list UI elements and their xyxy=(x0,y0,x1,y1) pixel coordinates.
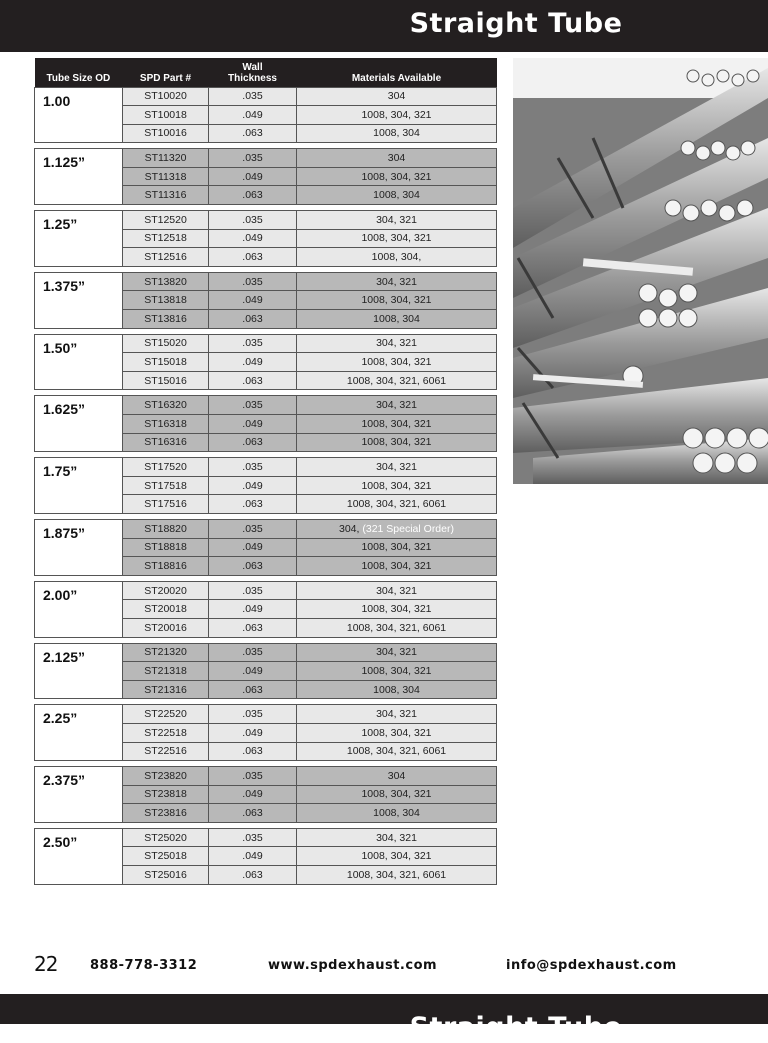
materials-cell xyxy=(297,680,497,699)
bottom-banner xyxy=(0,994,768,1043)
materials-text: 1008, 304 xyxy=(373,683,420,696)
tube-size-cell: 1.00 xyxy=(35,87,123,143)
table-row xyxy=(35,334,497,353)
materials-text: 304, 321 xyxy=(376,646,417,659)
wall-thickness-cell: .049 xyxy=(209,847,297,866)
tube-rack-photo xyxy=(513,58,768,484)
wall-thickness-cell: .035 xyxy=(209,643,297,662)
materials-text: 1008, 304, 321 xyxy=(361,850,432,863)
wall-thickness-cell: .049 xyxy=(209,785,297,804)
materials-cell xyxy=(297,804,497,823)
materials-cell xyxy=(297,334,497,353)
part-number-cell: ST15018 xyxy=(123,353,209,372)
table-row xyxy=(35,828,497,847)
wall-thickness-cell: .035 xyxy=(209,272,297,291)
part-number-cell: ST10020 xyxy=(123,87,209,106)
table-row xyxy=(35,705,497,724)
part-number-cell: ST11320 xyxy=(123,149,209,168)
wall-thickness-cell: .049 xyxy=(209,538,297,557)
wall-thickness-cell: .063 xyxy=(209,742,297,761)
size-group xyxy=(35,205,497,267)
materials-cell xyxy=(297,248,497,267)
part-number-cell: ST21316 xyxy=(123,680,209,699)
materials-cell xyxy=(297,415,497,434)
table-row xyxy=(35,149,497,168)
wall-thickness-cell: .035 xyxy=(209,211,297,230)
part-number-cell: ST12520 xyxy=(123,211,209,230)
col-header-materials: Materials Available xyxy=(297,58,497,87)
materials-text: 1008, 304, 321 xyxy=(361,417,432,430)
wall-thickness-cell: .035 xyxy=(209,828,297,847)
materials-cell xyxy=(297,600,497,619)
size-group xyxy=(35,637,497,699)
table-row xyxy=(35,581,497,600)
materials-cell xyxy=(297,149,497,168)
materials-text: 1008, 304, 321 xyxy=(361,664,432,677)
materials-cell xyxy=(297,643,497,662)
wall-thickness-cell: .035 xyxy=(209,767,297,786)
materials-text: 1008, 304, 321, 6061 xyxy=(346,374,447,387)
materials-text: 1008, 304, 321 xyxy=(361,788,432,801)
materials-cell xyxy=(297,310,497,329)
part-number-cell: ST23820 xyxy=(123,767,209,786)
materials-text: 304, 321 xyxy=(376,584,417,597)
part-number-cell: ST17518 xyxy=(123,476,209,495)
wall-thickness-cell: .035 xyxy=(209,87,297,106)
part-number-cell: ST23816 xyxy=(123,804,209,823)
tube-size-cell: 2.125” xyxy=(35,643,123,699)
materials-text: 304 xyxy=(387,90,406,103)
wall-thickness-cell: .049 xyxy=(209,415,297,434)
part-number-cell: ST16320 xyxy=(123,396,209,415)
table-header-row xyxy=(35,58,497,87)
wall-thickness-cell: .049 xyxy=(209,229,297,248)
tube-size-cell: 2.25” xyxy=(35,705,123,761)
size-group xyxy=(35,390,497,452)
part-number-cell: ST20020 xyxy=(123,581,209,600)
tube-size-cell: 2.00” xyxy=(35,581,123,637)
materials-text: 1008, 304, 321, 6061 xyxy=(346,498,447,511)
table-row xyxy=(35,458,497,477)
materials-cell xyxy=(297,847,497,866)
materials-cell xyxy=(297,742,497,761)
materials-text: 1008, 304, 321 xyxy=(361,603,432,616)
wall-thickness-cell: .063 xyxy=(209,248,297,267)
materials-text: 1008, 304, 321 xyxy=(361,541,432,554)
wall-thickness-cell: .063 xyxy=(209,371,297,390)
wall-thickness-cell: .063 xyxy=(209,680,297,699)
wall-thickness-cell: .063 xyxy=(209,186,297,205)
materials-text: 1008, 304, 321 xyxy=(361,170,432,183)
materials-cell xyxy=(297,828,497,847)
part-number-cell: ST18816 xyxy=(123,557,209,576)
part-number-cell: ST22518 xyxy=(123,723,209,742)
part-number-cell: ST12518 xyxy=(123,229,209,248)
wall-thickness-cell: .063 xyxy=(209,310,297,329)
part-number-cell: ST10016 xyxy=(123,124,209,143)
table-row xyxy=(35,87,497,106)
wall-thickness-cell: .035 xyxy=(209,149,297,168)
col-header-size: Tube Size OD xyxy=(35,58,123,87)
wall-thickness-cell: .063 xyxy=(209,866,297,885)
size-group xyxy=(35,699,497,761)
part-number-cell: ST11316 xyxy=(123,186,209,205)
wall-thickness-cell: .063 xyxy=(209,495,297,514)
materials-text: 1008, 304, 321, 6061 xyxy=(346,621,447,634)
wall-thickness-cell: .063 xyxy=(209,124,297,143)
footer xyxy=(0,952,768,978)
size-group xyxy=(35,822,497,884)
materials-text: 1008, 304, 321 xyxy=(361,108,432,121)
wall-thickness-cell: .035 xyxy=(209,705,297,724)
wall-thickness-cell: .049 xyxy=(209,167,297,186)
part-number-cell: ST21318 xyxy=(123,662,209,681)
materials-text: 1008, 304 xyxy=(373,807,420,820)
materials-cell xyxy=(297,662,497,681)
table-row xyxy=(35,767,497,786)
materials-cell xyxy=(297,291,497,310)
table-row xyxy=(35,519,497,538)
materials-cell xyxy=(297,396,497,415)
email-link[interactable]: info@spdexhaust.com xyxy=(506,958,677,973)
materials-text: 1008, 304, 321 xyxy=(361,356,432,369)
materials-text: 1008, 304, 321 xyxy=(361,294,432,307)
materials-text: 304, 321 xyxy=(376,708,417,721)
wall-thickness-cell: .049 xyxy=(209,662,297,681)
materials-cell xyxy=(297,618,497,637)
materials-text: 1008, 304, 321 xyxy=(361,232,432,245)
materials-cell xyxy=(297,519,497,538)
table-row xyxy=(35,643,497,662)
materials-cell xyxy=(297,211,497,230)
materials-text: 1008, 304 xyxy=(373,189,420,202)
materials-cell xyxy=(297,538,497,557)
part-number-cell: ST16318 xyxy=(123,415,209,434)
materials-cell xyxy=(297,124,497,143)
wall-thickness-cell: .035 xyxy=(209,396,297,415)
materials-text: 1008, 304, 321, 6061 xyxy=(346,745,447,758)
table-row xyxy=(35,396,497,415)
materials-cell xyxy=(297,557,497,576)
materials-text: 304, 321 xyxy=(376,337,417,350)
materials-text: 1008, 304 xyxy=(373,127,420,140)
wall-thickness-cell: .063 xyxy=(209,804,297,823)
materials-text: 1008, 304 xyxy=(373,312,420,325)
table-row xyxy=(35,211,497,230)
materials-text: 304 xyxy=(387,152,406,165)
materials-cell xyxy=(297,723,497,742)
part-number-cell: ST17520 xyxy=(123,458,209,477)
tube-size-cell: 1.50” xyxy=(35,334,123,390)
size-group xyxy=(35,575,497,637)
wall-thickness-cell: .035 xyxy=(209,519,297,538)
materials-text: 304, xyxy=(339,522,360,535)
materials-cell xyxy=(297,476,497,495)
part-number-cell: ST21320 xyxy=(123,643,209,662)
part-number-cell: ST18820 xyxy=(123,519,209,538)
tube-size-cell: 2.50” xyxy=(35,828,123,884)
wall-thickness-cell: .063 xyxy=(209,433,297,452)
part-number-cell: ST22520 xyxy=(123,705,209,724)
phone-number: 888-778-3312 xyxy=(90,958,198,973)
materials-text: 1008, 304, 321 xyxy=(361,726,432,739)
materials-text: 304, 321 xyxy=(376,460,417,473)
part-number-cell: ST18818 xyxy=(123,538,209,557)
materials-text: 304, 321 xyxy=(376,275,417,288)
materials-cell xyxy=(297,106,497,125)
wall-thickness-cell: .049 xyxy=(209,353,297,372)
special-order-note: (321 Special Order) xyxy=(362,522,454,535)
materials-text: 304, 321 xyxy=(376,399,417,412)
tube-size-cell: 1.25” xyxy=(35,211,123,267)
part-number-cell: ST13816 xyxy=(123,310,209,329)
materials-cell xyxy=(297,785,497,804)
materials-text: 304, 321 xyxy=(376,831,417,844)
materials-text: 1008, 304, 321 xyxy=(361,559,432,572)
size-group xyxy=(35,266,497,328)
materials-text: 304, 321 xyxy=(376,213,417,226)
size-group xyxy=(35,328,497,390)
tube-size-cell: 1.125” xyxy=(35,149,123,205)
part-number-cell: ST15020 xyxy=(123,334,209,353)
materials-cell xyxy=(297,767,497,786)
tube-rack-icon xyxy=(513,58,768,484)
materials-text: 304 xyxy=(387,769,406,782)
materials-text: 1008, 304, 321, 6061 xyxy=(346,868,447,881)
materials-cell xyxy=(297,705,497,724)
tube-size-cell: 1.375” xyxy=(35,272,123,328)
col-header-wall: Wall Thickness xyxy=(209,58,297,87)
materials-cell xyxy=(297,458,497,477)
tube-size-cell: 1.875” xyxy=(35,519,123,575)
website-link[interactable]: www.spdexhaust.com xyxy=(268,958,438,973)
materials-cell xyxy=(297,229,497,248)
top-banner xyxy=(0,0,768,52)
materials-cell xyxy=(297,866,497,885)
materials-cell xyxy=(297,167,497,186)
materials-cell xyxy=(297,581,497,600)
materials-cell xyxy=(297,87,497,106)
part-number-cell: ST17516 xyxy=(123,495,209,514)
materials-text: 1008, 304, 321 xyxy=(361,479,432,492)
materials-cell xyxy=(297,371,497,390)
wall-thickness-cell: .063 xyxy=(209,618,297,637)
part-number-cell: ST23818 xyxy=(123,785,209,804)
part-number-cell: ST13820 xyxy=(123,272,209,291)
page-number: 22 xyxy=(34,952,58,976)
wall-thickness-cell: .035 xyxy=(209,581,297,600)
wall-thickness-cell: .035 xyxy=(209,334,297,353)
wall-thickness-cell: .049 xyxy=(209,723,297,742)
part-number-cell: ST22516 xyxy=(123,742,209,761)
part-number-cell: ST20016 xyxy=(123,618,209,637)
size-group xyxy=(35,452,497,514)
part-number-cell: ST12516 xyxy=(123,248,209,267)
materials-cell xyxy=(297,495,497,514)
materials-cell xyxy=(297,433,497,452)
wall-thickness-cell: .049 xyxy=(209,291,297,310)
part-number-cell: ST15016 xyxy=(123,371,209,390)
materials-text: 1008, 304, 321 xyxy=(361,436,432,449)
size-group xyxy=(35,513,497,575)
size-group xyxy=(35,761,497,823)
wall-thickness-cell: .035 xyxy=(209,458,297,477)
materials-text: 1008, 304, xyxy=(371,251,422,264)
part-number-cell: ST10018 xyxy=(123,106,209,125)
part-number-cell: ST25018 xyxy=(123,847,209,866)
tube-size-cell: 1.75” xyxy=(35,458,123,514)
tube-size-cell: 1.625” xyxy=(35,396,123,452)
tube-size-cell: 2.375” xyxy=(35,767,123,823)
part-number-cell: ST11318 xyxy=(123,167,209,186)
wall-thickness-cell: .049 xyxy=(209,600,297,619)
bottom-banner-title: Straight Tube xyxy=(409,1012,623,1043)
wall-thickness-cell: .063 xyxy=(209,557,297,576)
table-row xyxy=(35,272,497,291)
part-number-cell: ST25016 xyxy=(123,866,209,885)
materials-cell xyxy=(297,353,497,372)
page-title: Straight Tube xyxy=(409,8,623,39)
part-number-cell: ST25020 xyxy=(123,828,209,847)
col-header-part: SPD Part # xyxy=(123,58,209,87)
part-number-cell: ST13818 xyxy=(123,291,209,310)
materials-cell xyxy=(297,272,497,291)
tube-spec-table xyxy=(34,58,497,885)
wall-thickness-cell: .049 xyxy=(209,106,297,125)
size-group xyxy=(35,87,497,143)
part-number-cell: ST16316 xyxy=(123,433,209,452)
size-group xyxy=(35,143,497,205)
wall-thickness-cell: .049 xyxy=(209,476,297,495)
part-number-cell: ST20018 xyxy=(123,600,209,619)
materials-cell xyxy=(297,186,497,205)
